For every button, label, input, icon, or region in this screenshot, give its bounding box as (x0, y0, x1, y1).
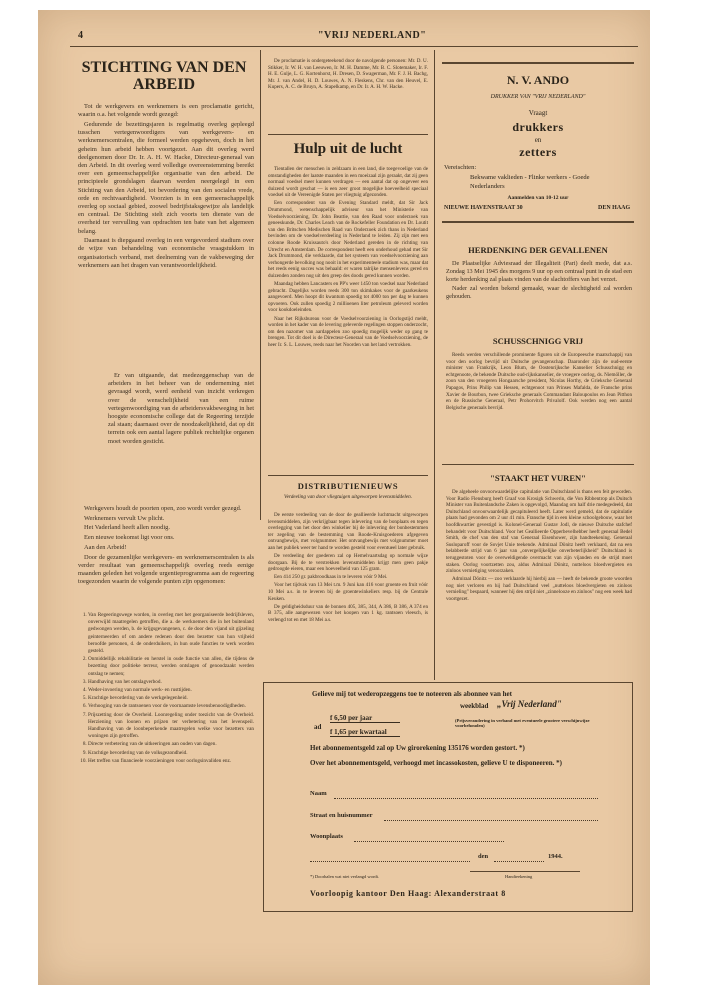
herdenking-paragraph: De Plaatselijke Adviesraad der Illegaliteit (Pari) deelt mede, dat a.s. Zondag 13 Mei 1945 des morgens 9 uur op een centraal punt in de stad een korte herdenking zal plaats vinden van de slachtoffers van het verzet. (446, 260, 632, 283)
form-straat-label: Straat en huisnummer (310, 812, 373, 819)
column-divider (260, 50, 261, 520)
form-price-year: f 6,50 per jaar (330, 714, 400, 723)
herdenking-paragraph: Nader zal worden bekend gemaakt, waar de slechtigheid zal worden gehouden. (446, 284, 632, 300)
form-ad: ad (314, 723, 322, 731)
urgentie-point: 8. Directe verbetering van de uitkeeringen aan ouden van dagen. (88, 741, 254, 748)
form-line2: Het abonnementsgeld zal op Uw girorekening 135176 worden gestort. *) (310, 744, 525, 752)
proclamatie-text: De proclamatie is ondergeteekend door de navolgende personen: Mr. D. U. Stikker, Ir. W. H. van Leeuwen, Ir. M. H. Damme, Mr. B. C. Slotemaker, Ir. F. H. E. Gulje, L. G. Kortenhorst, H. Dresen, D. Swagerman, Mr. F. J. H. Bachg, Mr. J. van Andel, H. D. Louwes, A. N. Fleskens, Chr. van den Heuvel, E. Kupers, A. C. de Bruyn, A. Stapelkamp, en Dr. Ir. A. H. W. Hacke. (268, 58, 428, 91)
stichting-paragraph: Door de gezamenlijke werkgevers- en werknemerscentralen is als verder resultaat van gemeenschappelijk overleg reeds eenige maanden geleden het volgende urgentieprogramma aan de regeering toegezonden waarin de volgende punten zijn opgenomen: (78, 553, 254, 586)
staakt-paragraph: De algeheele onvoorwaardelijke capitulatie van Duitschland is thans een feit geworden. Voor Radio Flensburg heeft Graaf von Krosigk Schwerin, die Von Ribbentrop als Duitsch Minister van Buitenlandsche Zaken is opgevolgd, Maandag om half drie medegedeeld, dat Duitschland onvoorwaardelijk gecapituleerd heeft. Later werd gemeld, dat de capitulatie plaats had gevonden om 2 uur 41 min. Fransche tijd in een kleine schoolgebouw, waar het hoofdkwartier gevestigd is. Kolonel-Generaal Gustav Jodl, de nieuwe Duitsche stafchef behandelt voor Duitschland. Voor het Geallieerde Opperbevelhebber heeft generaal Bedel Smith, de chef van den staf van Generaal Eisenhower, zijn handteekening. Generaal Susloparoff voor de Sovjet Unie teekende. Admiraal Dönitz heeft verklaard, dat na een belabberde strijd van 6 jaar van „onvergelijkelijke onverbeterlijkheid" Duitschland is teruggestoten voor de overweldigende overmacht van zijn vijanden en de strijd moet staken. Oorlog voortzetten zou, aldus Admiraal Dönitz, nutteloos bloedvergieten en zinloos vernietiging veroorzaken. (446, 489, 632, 575)
ando-address: NIEUWE HAVENSTRAAT 30 (444, 205, 523, 211)
urgentie-point: 3. Handhaving van het ontslagverbod. (88, 679, 254, 686)
section-rule (268, 134, 428, 135)
hulp-paragraph: Maandag hebben Lancasters en PP's weer 1450 ton voedsel naar Nederland gebracht. Dagelijks worden reeds 300 ton skimkakes voor de gaarkeukens aangevoerd. Men hoopt dit kwantum spoedig tot 4000 ton per dag te kunnen opvoeren. Ook zullen spoedig 2 millioenen liter petroleum geleverd worden voor kookdoeleinden. (268, 281, 428, 314)
ando-vraagt: Vraagt (528, 109, 548, 117)
staakt-body (446, 489, 632, 679)
urgentie-point: 10. Het treffen van financieele voorzieningen voor oorlogsinvaliden enz. (88, 758, 254, 765)
distributie-paragraph: De geldigheidsduur van de bonnen 405, 385, 344, A 386, B 386, A 374 en B 375, alle aangewezen voor het koopen van 1 kg. rantsoen vleesch, is verlengd tot en met 18 Mei a.s. (268, 603, 428, 623)
distributie-paragraph: De verdeeling der goederen zal op Hemelvaartsdag op normale wijze doorgaan. Bij de te verstrekken levensmiddelen krijgt men geen pakje gedroogde eieren, maar een hoeveelheid van 125 gram. (268, 553, 428, 573)
distributie-paragraph: Voor het tijdvak van 13 Mei t.m. 9 Juni kan 416 voor groente en fruit vóór 10 Mei a.s. in te leveren bij de groentewinkeliers resp. bij de Centrale Keuken. (268, 582, 428, 602)
urgentie-list (78, 612, 254, 882)
ando-aanmelden: Aanmelden van 10-12 uur (507, 195, 569, 201)
form-woonplaats-field[interactable] (354, 832, 504, 842)
schuss-title: SCHUSSCHNIGG VRIJ (492, 336, 584, 346)
distributie-paragraph: De eerste verdeeling van de door de geallieerde luchtmacht uitgeworpen levensmiddelen, zijn verkrijgbaar tegen inlevering van de bonplaats en tegen overlegging van het door den winkelier bij de inlevering der bonbestemmen ter zegeling van de bestemming van Roode-Kruisgoederen afgegeven ontvangbewijs, met volgnummer. Het ontvangbewijs met volgnummer moet aan het publiek weer ter hand te worden gesteld voor eventueel later gebruik. (268, 512, 428, 551)
ando-title: N. V. ANDO (506, 73, 570, 87)
form-bottom-address: Voorloopig kantoor Den Haag: Alexanderstraat 8 (310, 889, 506, 898)
hulp-paragraph: Tientallen der menschen in zeldzaam in een land, die toegevoelige van de omstandigheden der laatste maanden in een moeizaal zijn geraakt, dat zij geen normaal voedsel meer kunnen verdragen — een aantal dat op ongeveer een duizend wordt geschat — is een zeer groot mogelijke hoeveelheid speciaal voedsel uit de Vereenigde Staten per vliegtuig afgezonden. (268, 166, 428, 199)
stichting-slogan: Het Vaderland heeft allen noodig. (84, 524, 170, 532)
urgentie-point: 7. Prijszetting door de Overheid. Loonregeling onder toezicht van de Overheid. Herziening van loonen en prijzen ter verbetering van het levenspeil. Handhaving van de loonbeperkende maatregelen welke voor bezetters van woningen zijn getroffen. (88, 712, 254, 741)
urgentie-point: 9. Krachtige bevordering van de volksgezondheid. (88, 750, 254, 757)
form-line3: Over het abonnementsgeld, verhoogd met incassokosten, gelieve U te disponeeren. *) (310, 759, 562, 767)
form-price-quarter: f 1,65 per kwartaal (330, 728, 400, 737)
stichting-slogan: Werknemers vervult Uw plicht. (84, 514, 165, 522)
distributie-paragraph: Een 414 250 gr. pakbroodkaas in te leveren vóór 9 Mei. (274, 574, 388, 581)
stichting-title: STICHTING VAN DEN ARBEID (81, 59, 247, 93)
ando-vereischten-label: Vereischten: (444, 164, 477, 171)
stichting-slogan: Werkgevers houdt de poorten open, zoo wordt verder gezegd. (84, 505, 242, 512)
form-signature-line (470, 871, 580, 872)
urgentie-point: 1. Van Regeeringswege worden, in overleg met het georganiseerde bedrijfsleven, onverwijld maatregelen getroffen, die a. de werknemers die in het buitenland gedwongen werden, b. de krijgsgevangenen, c. de door den vijand uit gijzeling geinterneerden of om andere redenen door den bezetter van hun vrijheid beroofde personen, d. de onderduikers, in hun oude functies te werk worden gesteld. (88, 612, 254, 655)
form-date-field[interactable] (310, 852, 470, 862)
stichting-slogan: Aan den Arbeid! (84, 543, 127, 551)
page-number: 4 (78, 30, 84, 41)
newspaper-name: "VRIJ NEDERLAND" (318, 30, 427, 41)
distributie-subtitle: Verdeeling van door vliegtuigen uitgeworpen levensmiddelen. (283, 494, 413, 500)
hulp-paragraph: Naar het Rijksbureau voor de Voedselvoorziening in Oorlogstijd meldt, worden in het kader van de levering geleverde regelingen stoppen onderzocht, om den nazomer van aardappelen zoo spoedig mogelijk weder op gang te brengen. Tot dit doel is de Directeur-Generaal van de Voedselvoorziening, de heer Ir. S. L. Louwes, reeds naar het Noorden van het land vertrokken. (268, 315, 428, 348)
stichting-body (78, 103, 254, 403)
stichting-paragraph: Gedurende de bezettingsjaren is regelmatig overleg gepleegd tusschen vertegenwoordigers van werkgevers- en werknemerscentralen, die formeel werden opgeheven, doch in het geheim hun arbeid hebben voortgezet. Aan dit overleg werd deelgenomen door Dr. Ir. A. H. W. Hacke, Directeur-generaal van den Arbeid. In dit overleg werd volledige overeenstemming bereikt over een gemeenschappelijke organisatie van den arbeid. De principieele grondslagen daarvan werden neergelegd in een Stichting van den Arbeid, tot bevordering van den socialen vrede, orde en rechtvaardigheid. Voorzien is in een gemeenschappelijk overleg op sociaal gebied, zoowel bedrijfstaksgewijze als landelijk en centraal. De Stichting stelt zich voorts ten dienste van de overheid ter vervulling van opdrachten ten bate van het algemeen belang. (78, 120, 254, 235)
stichting-paragraph: Er van uitgaande, dat medezeggenschap van de arbeiders in het beheer van de onderneming niet gevraagd wordt, werd eenheid van inzicht verkregen over de wenschelijkheid van een ruime vertegenwoordiging van de arbeidersvakbeweging in het hoogste economische college dat de Regeering terzijde zal staan; daarnaast over de noodzakelijkheid, dat op dit terrein ook een aantal lagere publiek rechtelijke organen moet worden gesticht. (108, 372, 254, 445)
section-rule (268, 475, 428, 476)
ando-city: DEN HAAG (598, 205, 631, 211)
herdenking-body (446, 260, 632, 318)
hulp-title: Hulp uit de lucht (293, 141, 403, 157)
schuss-body (446, 352, 632, 454)
urgentie-point: 6. Verhooging van de rantsoenen voor de voornaamste levensbenoodigdheden. (88, 703, 254, 710)
urgentie-point: 4. Weder-invoering van normale werk- en rusttijden. (88, 687, 254, 694)
form-weekblad-name: „Vrij Nederland" (497, 699, 562, 709)
urgentie-point: 5. Krachtige bevordering van de werkgelegenheid. (88, 695, 254, 702)
ando-en: en (534, 136, 542, 144)
urgentie-point: 2. Onmiddellijk rehabilitatie en herstel in oude functie van allen, die tijdens de bezetting door politieke terreur, werden ontslagen of genoodzaakt werden ontslag te nemen; (88, 656, 254, 678)
form-footnote: *) Doorhalen wat niet verlangd wordt. (310, 874, 379, 879)
staakt-title: "STAAKT HET VUREN" (490, 473, 586, 483)
form-year: 1944. (548, 853, 563, 860)
ando-job-zetters: zetters (519, 145, 557, 159)
ando-vereischten: Bekwame vaklieden - Flinke werkers - Goede Nederlanders (470, 174, 590, 190)
form-signature-label: Handteekening (505, 874, 533, 879)
proclamatie-signatories (268, 58, 428, 130)
header-rule (70, 46, 638, 47)
stichting-indented (108, 372, 254, 502)
stichting-paragraph: Daarnaast is diepgaand overleg in een vergevorderd stadium over de wijze van behandeling van economische vraagstukken in organisatorisch verband, met deelneming van de vakbeweging der werknemers aan het dragen van verantwoordelijkheid. (78, 237, 254, 269)
column-divider (434, 50, 435, 680)
form-den: den (478, 853, 489, 860)
form-naam-label: Naam (310, 790, 327, 797)
stichting-slogan: Een nieuwe toekomst ligt voor ons. (84, 534, 175, 542)
hulp-paragraph: Een correspondent van de Evening Standard meldt, dat Sir Jack Drummond, wetenschappelijk adviseur van het Ministerie van Voedselvoorziening, Dr. John Beattie, van den Raad voor onderzoek van geneeskunde, Dr. Charles Leach van de Rockefeller Foundation en Dr. Loutit van den Britschen Medischen Raad van Onderzoek zich thans in Nederland bevinden om de voedselverdeeling in Nederland te leiden. Zij zijn met een colonne Roode Kruissauto's door Nederland gereden in de richting van Utrecht en Amsterdam. De correspondent heeft een onderhoud gehad met Sir Jack Drummond, die verklaarde, dat het systeem van voedselvoorziening aan verhongerde bevolking nog nooit in het experimenteele stadium was, maar dat het reeds eenig succes was behaald: er waren talrijke mensenlevens gered en duizenden zonden nog uit den greep des doods gered kunnen worden. (268, 200, 428, 279)
hulp-body (268, 166, 428, 472)
schuss-paragraph: Reeds werden verschillende prominente figuren uit de Europeesche maatschappij van voor den oorlog bevrijd uit Duitsche gevangenschap. Daaronder zijn de oud-eerste minister van Frankrijk, Leon Blum, de Oostenrijksche Kanselier Schusschnigg en echtgenoote, de bekende Duitsche oud-rijkskanselier, de vroegere oorlog, ds. Niemöller, de zoon van den vroegeren Hongaarsche president, Nicolas Horthy, de Grieksche Generaal Papagos, Prins Philip van Hessen, echtgenoot van Prinses Mafalda, de Fransche prins Xavier de Bourbon, twee Grieksche generaals Commandant Baloupoulos en Jean Pitthon en de Russische Generaal, Petr Prohorvitch Privalolf. Ook werden nog een aantal Belgische generaals bevrijd. (446, 352, 632, 411)
form-line1: Gelieve mij tot wederopzeggens toe te noteeren als abonnee van het (312, 690, 512, 698)
ad-rule (442, 62, 634, 64)
column-divider (260, 680, 261, 910)
staakt-paragraph: Admiraal Dönitz — zoo verklaarde hij hierbij aan — heeft de bekende groote woorden nog niet verloren en hij had Duitschland veel „nutteloos bloedvergieten en zinloos vernieling" bespaard, wanneer hij den strijd niet „zinnelooze en zinloos" nog een week had voortgezet. (446, 576, 632, 602)
form-weekblad-label: weekblad (460, 702, 489, 710)
form-straat-field[interactable] (384, 811, 598, 821)
ando-subtitle: DRUKKER VAN "VRIJ NEDERLAND" (490, 94, 586, 100)
section-rule (442, 464, 634, 465)
stichting-intro: Tot de werkgevers en werknemers is een proclamatie gericht, waarin o.a. het volgende wordt gezegd: (78, 103, 254, 119)
distributie-title: DISTRIBUTIENIEUWS (297, 481, 399, 491)
ad-rule (442, 221, 634, 223)
distributie-body (268, 512, 428, 676)
ando-job-drukkers: drukkers (512, 120, 564, 134)
form-naam-field[interactable] (334, 789, 598, 799)
form-day-field[interactable] (494, 852, 544, 862)
herdenking-title: HERDENKING DER GEVALLENEN (468, 245, 608, 255)
stichting-slogans (78, 505, 254, 610)
form-woonplaats-label: Woonplaats (310, 833, 343, 840)
form-price-note: (Prijsverandering in verband met eventueele grootere verschijnwijze voorbehouden) (455, 718, 590, 728)
